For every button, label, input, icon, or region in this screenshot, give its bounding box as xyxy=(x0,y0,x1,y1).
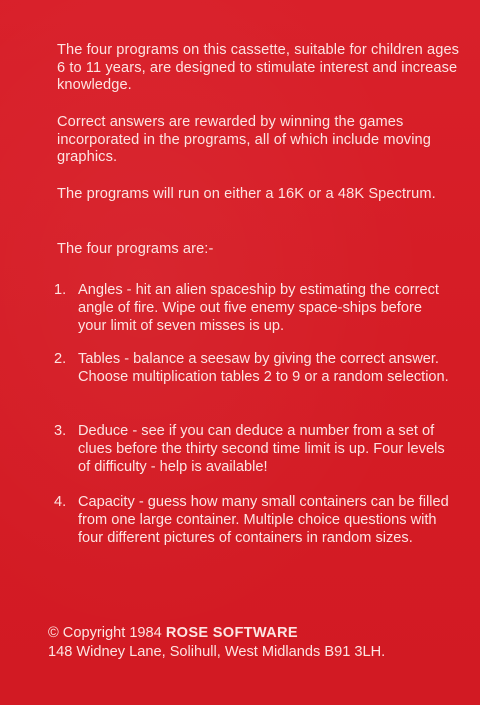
program-description: Deduce - see if you can deduce a number from a set of clues before the thirty second time limit is up. Four levels of difficulty - help is available! xyxy=(78,423,445,475)
program-number: 3. xyxy=(54,423,67,439)
publisher-address: 148 Widney Lane, Solihull, West Midlands B91 3LH. xyxy=(48,644,386,660)
program-item-capacity xyxy=(54,493,454,547)
intro-paragraph-rewards: Correct answers are rewarded by winning the games incorporated in the programs, all of which include moving graphics. xyxy=(57,114,431,165)
copyright-line xyxy=(48,624,458,642)
program-number: 4. xyxy=(54,494,67,510)
program-description: Tables - balance a seesaw by giving the correct answer. Choose multiplication tables 2 to 9 or a random selection. xyxy=(78,351,449,385)
program-item-tables xyxy=(54,350,454,386)
publisher-name: ROSE SOFTWARE xyxy=(165,625,298,641)
program-description: Angles - hit an alien spaceship by estimating the correct angle of fire. Wipe out five enemy space-ships before your limit of seven misses is up. xyxy=(78,282,439,334)
intro-paragraph-list-heading: The four programs are:- xyxy=(57,241,214,257)
program-description: Capacity - guess how many small containers can be filled from one large container. Multiple choice questions with four different pictures of containers in random sizes. xyxy=(78,494,449,546)
intro-paragraph-audience: The four programs on this cassette, suitable for children ages 6 to 11 years, are designed to stimulate interest and increase knowledge. xyxy=(57,42,460,93)
program-number: 2. xyxy=(54,351,67,367)
program-number: 1. xyxy=(54,282,67,298)
intro-paragraph-compatibility: The programs will run on either a 16K or a 48K Spectrum. xyxy=(57,186,436,202)
program-item-deduce xyxy=(54,422,454,476)
copyright-text: © Copyright 1984 xyxy=(48,625,166,641)
program-item-angles xyxy=(54,281,454,335)
